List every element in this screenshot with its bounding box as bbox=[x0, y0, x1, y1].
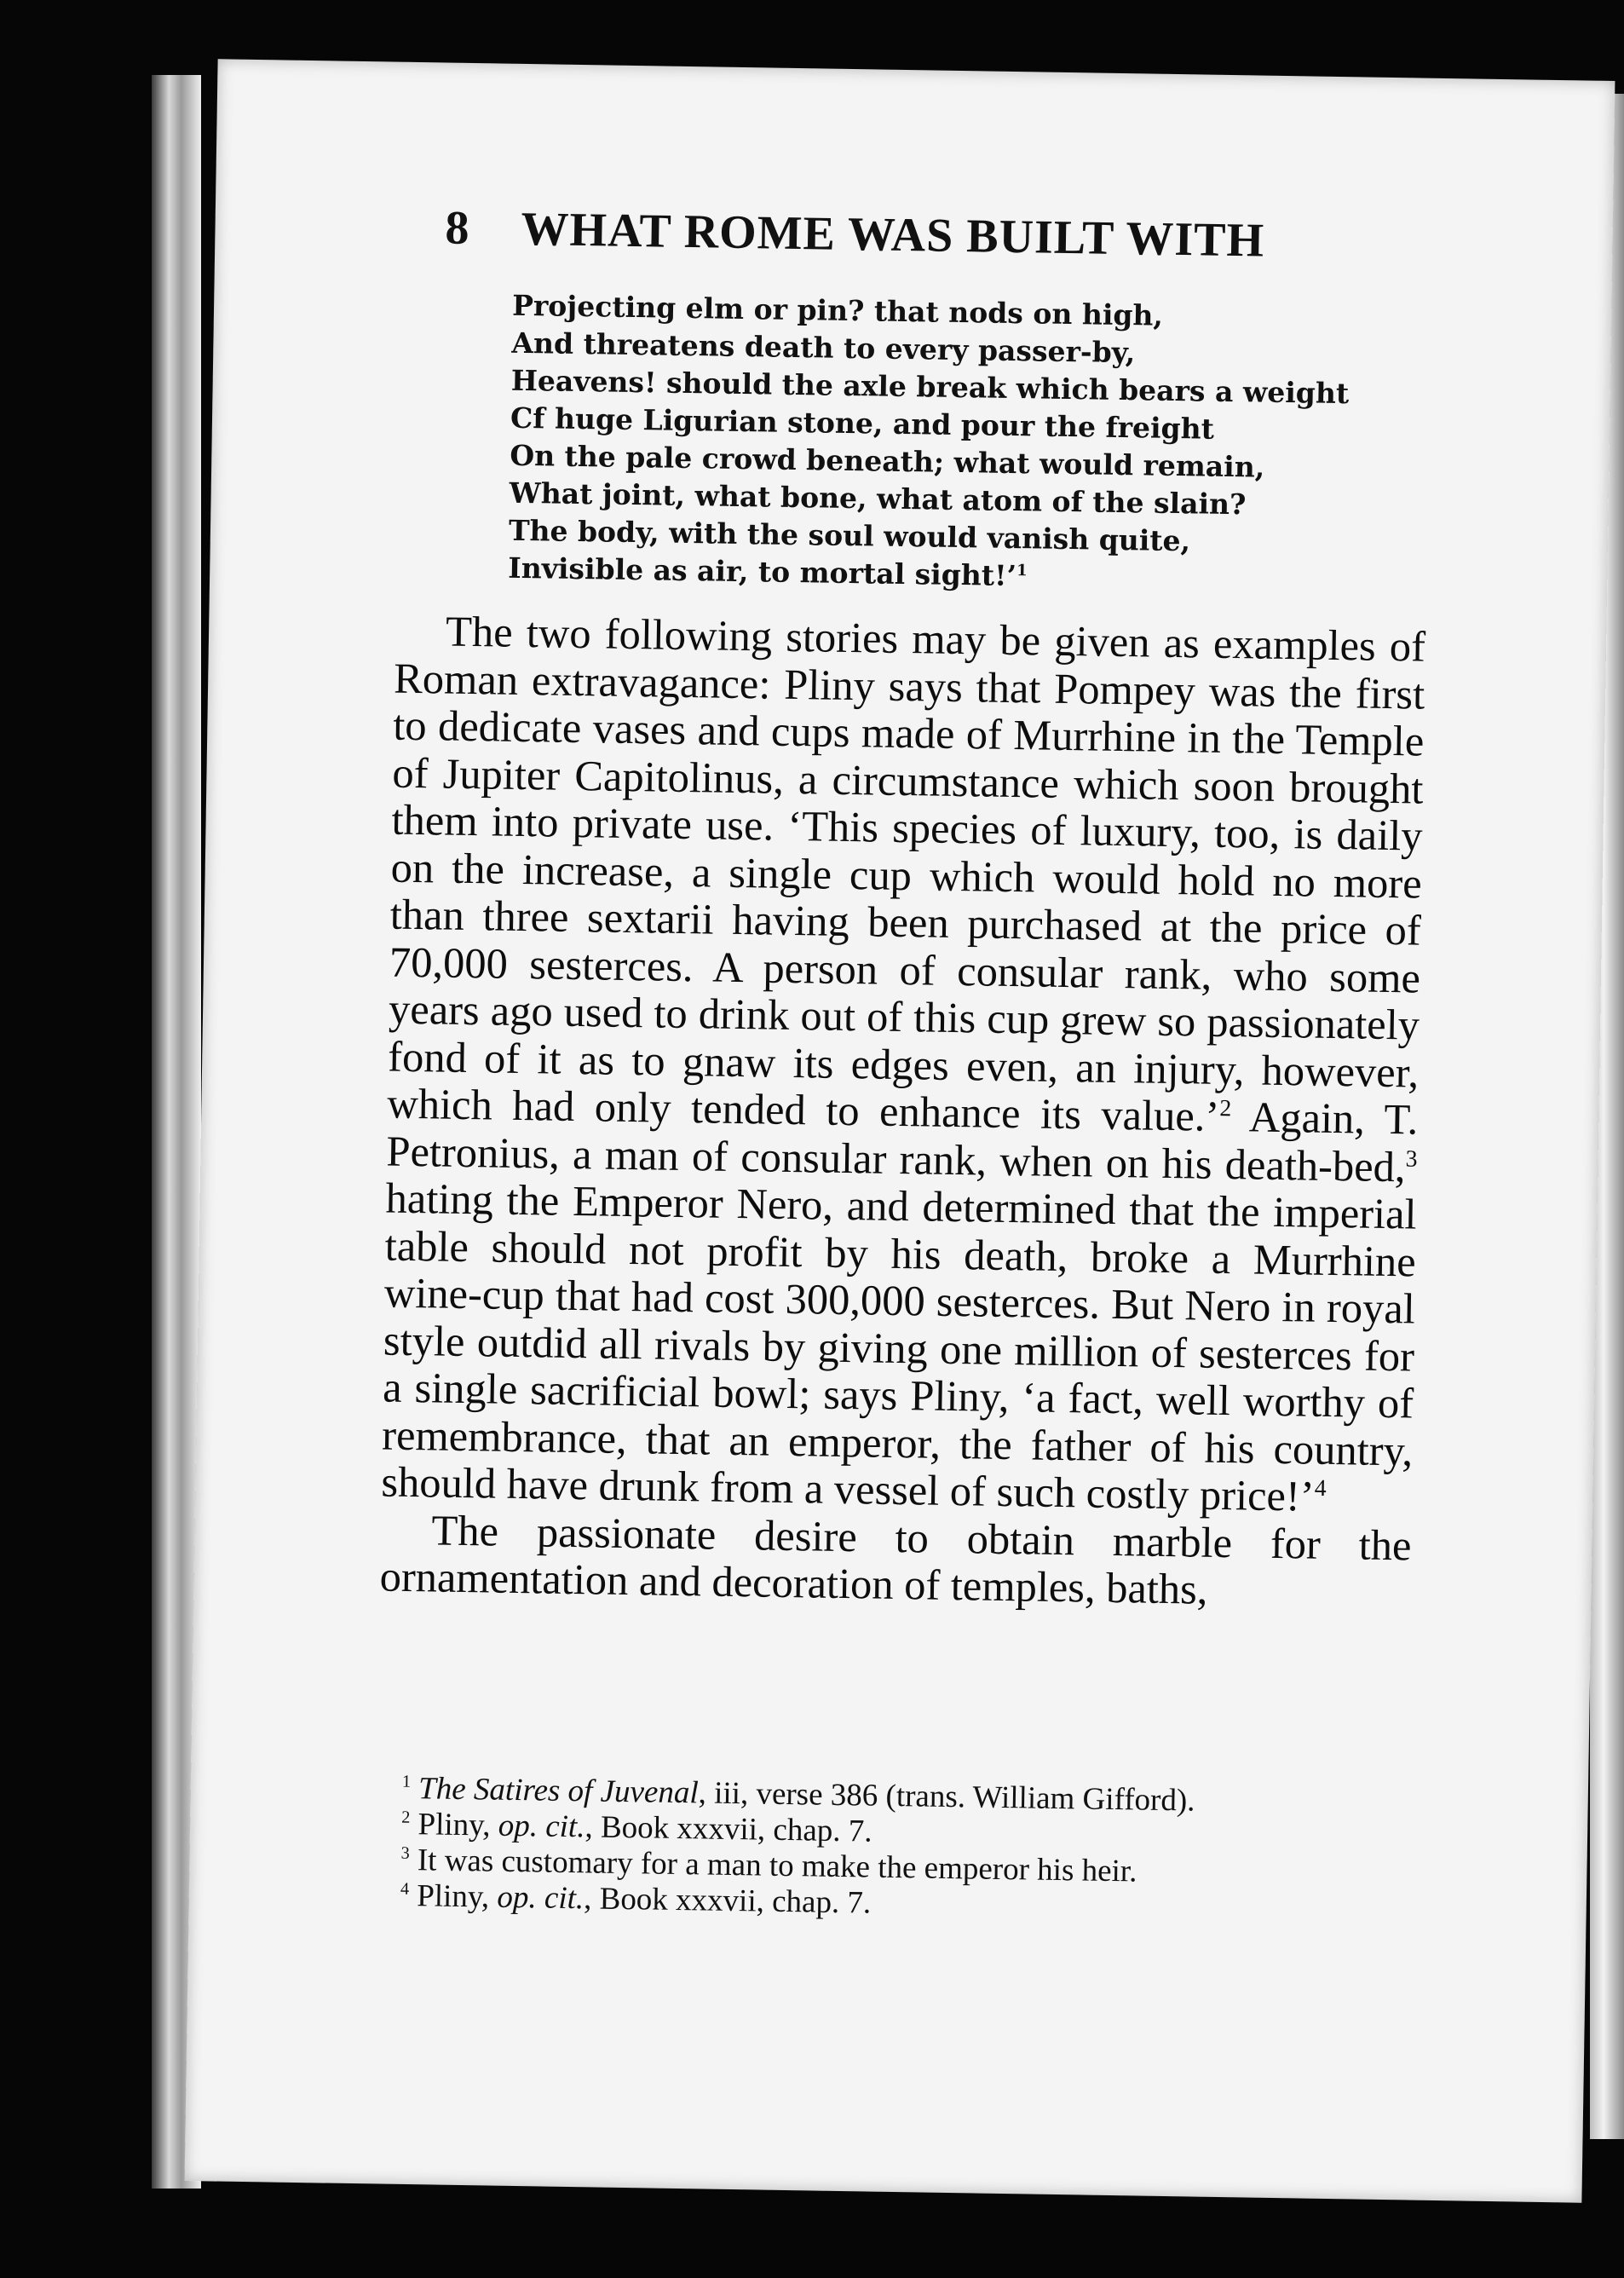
footnote-ref: 3 bbox=[1405, 1145, 1418, 1173]
verse-line: Heavens! should the axle break which bears a weight bbox=[510, 363, 1350, 411]
body-text bbox=[379, 608, 1425, 1617]
verse-line: Projecting elm or pin? that nods on high, bbox=[511, 288, 1164, 332]
footnotes bbox=[360, 1770, 1392, 1929]
footnote-2: $^2$ Pliny, op. cit., Book xxxvii, chap. 7. bbox=[401, 1807, 872, 1849]
footnote-ref: 1 bbox=[1016, 562, 1028, 580]
footnote-1: $^1$ The Satires of Juvenal, iii, verse 386 (trans. William Gifford). bbox=[401, 1771, 1195, 1819]
paragraph: The two following stories may be given as examples of Roman extravagance: Pliny says that Pompey was the first to dedicate vases and cups made of Murrhine in the Temple of Jupiter Capitolinus, a circumstance which soon brought them into private use. ‘This species of luxury, too, is daily on the increase, a single cup which would hold no more than three sextarii having been purchased at the price of 70,000 sesterces. A person of consular rank, who some years ago used to drink out of this cup grew so passionately fond of it as to gnaw its edges even, an injury, however, which had only tended to enhance its value.’$^2$ Again, T. Petronius, a man of consular rank, when on his death-bed,$^3$ hating the Emperor Nero, and determined that the imperial table should not profit by his death, broke a Murrhine wine-cup that had cost 300,000 sesterces. But Nero in royal style outdid all rivals by giving one million of sesterces for a single sacrificial bowl; says Pliny, ‘a fact, well worthy of remembrance, that an emperor, the father of his country, should have drunk from a vessel of such costly price!’$^4$ bbox=[381, 607, 1426, 1520]
running-title: WHAT ROME WAS BUILT WITH bbox=[521, 202, 1265, 268]
footnote-4: $^4$ Pliny, op. cit., Book xxxvii, chap. 7. bbox=[400, 1878, 872, 1921]
verse-line: And threatens death to every passer-by, bbox=[511, 326, 1136, 370]
running-header bbox=[445, 200, 1570, 273]
verse-line: On the pale crowd beneath; what would remain, bbox=[510, 438, 1265, 484]
book-page bbox=[185, 59, 1615, 2202]
verse-line: The body, with the soul would vanish quite, bbox=[508, 513, 1191, 558]
verse-line: Cf huge Ligurian stone, and pour the freight bbox=[510, 401, 1215, 446]
verse-quotation bbox=[508, 287, 1458, 602]
verse-line-last: Invisible as air, to mortal sight!’$^1$ bbox=[508, 551, 1028, 593]
paragraph: The passionate desire to obtain marble for the ornamentation and decoration of temples, baths, bbox=[379, 1505, 1412, 1613]
footnote-3: $^3$ It was customary for a man to make the emperor his heir. bbox=[400, 1843, 1137, 1889]
footnote-ref: 4 bbox=[1314, 1474, 1327, 1502]
page-number: 8 bbox=[445, 201, 471, 255]
verse-line: What joint, what bone, what atom of the slain? bbox=[509, 476, 1247, 522]
footnote-ref: 2 bbox=[1219, 1095, 1232, 1122]
